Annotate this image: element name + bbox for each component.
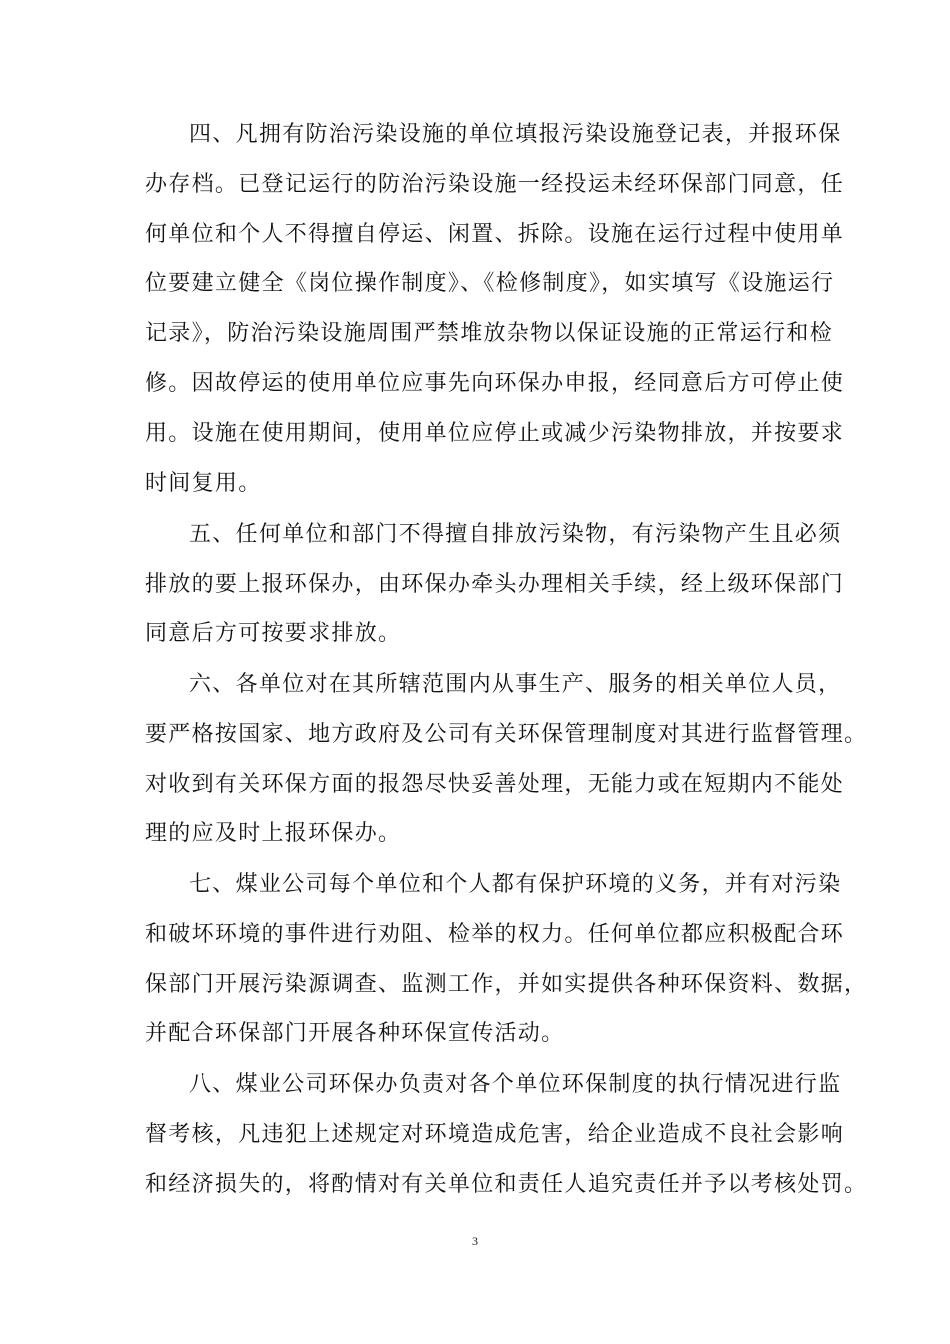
paragraph-6-line-1: 六、各单位对在其所辖范围内从事生产、服务的相关单位人员， [189, 672, 842, 697]
page-number: 3 [472, 1234, 478, 1248]
paragraph-8-line-3: 和经济损失的，将酌情对有关单位和责任人追究责任并予以考核处罚。 [145, 1172, 868, 1197]
paragraph-7-line-3: 保部门开展污染源调查、监测工作，并如实提供各种环保资料、数据， [145, 972, 868, 997]
paragraph-5-line-1: 五、任何单位和部门不得擅自排放污染物，有污染物产生且必须 [189, 522, 842, 547]
paragraph-7-line-4: 并配合环保部门开展各种环保宣传活动。 [145, 1021, 565, 1046]
paragraph-5-line-3: 同意后方可按要求排放。 [145, 621, 402, 646]
paragraph-6-line-3: 对收到有关环保方面的报怨尽快妥善处理，无能力或在短期内不能处 [145, 772, 845, 797]
paragraph-4-line-4: 位要建立健全《岗位操作制度》、《检修制度》，如实填写《设施运行 [145, 271, 835, 296]
paragraph-4-line-2: 办存档。已登记运行的防治污染设施一经投运未经环保部门同意，任 [145, 172, 845, 197]
paragraph-5-line-2: 排放的要上报环保办，由环保办牵头办理相关手续，经上级环保部门 [145, 572, 845, 597]
paragraph-4-line-6: 修。因故停运的使用单位应事先向环保办申报，经同意后方可停止使 [145, 371, 845, 396]
paragraph-8-line-1: 八、煤业公司环保办负责对各个单位环保制度的执行情况进行监 [189, 1072, 842, 1097]
paragraph-7-line-1: 七、煤业公司每个单位和个人都有保护环境的义务，并有对污染 [189, 872, 842, 897]
paragraph-4-line-8: 时间复用。 [145, 471, 262, 496]
paragraph-4-line-3: 何单位和个人不得擅自停运、闲置、拆除。设施在运行过程中使用单 [145, 222, 845, 247]
paragraph-6-line-2: 要严格按国家、地方政府及公司有关环保管理制度对其进行监督管理。 [145, 722, 868, 747]
paragraph-6-line-4: 理的应及时上报环保办。 [145, 821, 402, 846]
paragraph-7-line-2: 和破坏环境的事件进行劝阻、检举的权力。任何单位都应积极配合环 [145, 922, 845, 947]
paragraph-4-line-5: 记录》，防治污染设施周围严禁堆放杂物以保证设施的正常运行和检 [145, 321, 834, 346]
paragraph-8-line-2: 督考核，凡违犯上述规定对环境造成危害，给企业造成不良社会影响 [145, 1122, 845, 1147]
paragraph-4-line-7: 用。设施在使用期间，使用单位应停止或减少污染物排放，并按要求 [145, 421, 845, 446]
paragraph-4-line-1: 四、凡拥有防治污染设施的单位填报污染设施登记表，并报环保 [189, 122, 842, 147]
